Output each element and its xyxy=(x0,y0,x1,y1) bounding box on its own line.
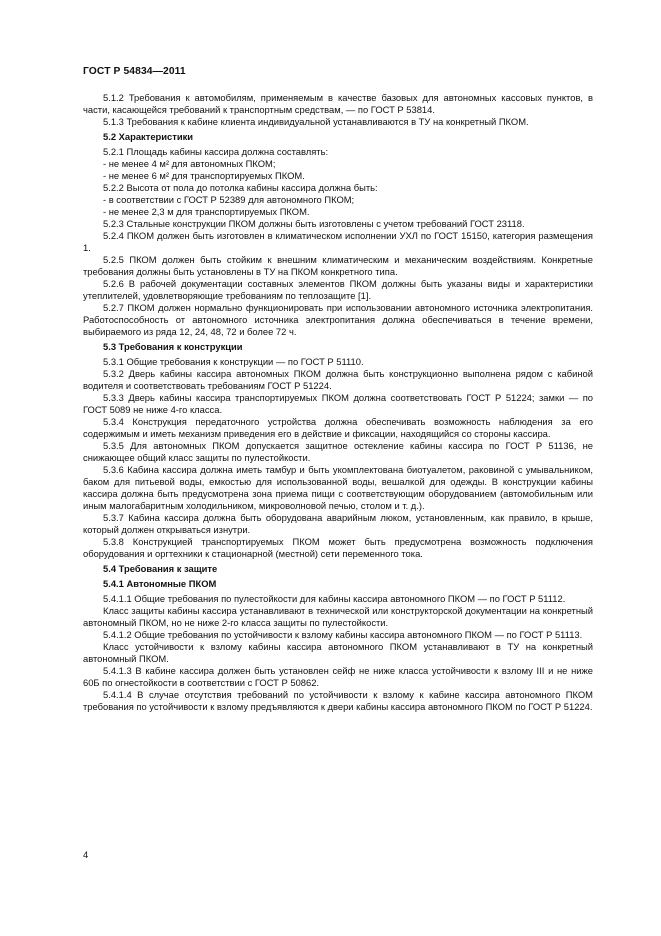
paragraph: 5.3.2 Дверь кабины кассира автономных ПКОМ должна быть конструкционно выполнена рядом с кабиной водителя и соответствовать требованиям ГОСТ Р 51224. xyxy=(83,368,593,391)
section-heading: 5.4 Требования к защите xyxy=(103,563,218,574)
paragraph: 5.2.5 ПКОМ должен быть стойким к внешним климатическим и механическим воздействиям. Конкретные требования должны быть установлены в ТУ на ПКОМ конкретного типа. xyxy=(83,254,593,277)
document-header: ГОСТ Р 54834—2011 xyxy=(83,66,186,77)
paragraph: 5.3.8 Конструкцией транспортируемых ПКОМ может быть предусмотрена возможность подключения оборудования и оргтехники к стационарной (местной) сети переменного тока. xyxy=(83,536,593,559)
paragraph: 5.2.4 ПКОМ должен быть изготовлен в климатическом исполнении УХЛ по ГОСТ 15150, категория размещения 1. xyxy=(83,230,593,253)
paragraph: 5.3.7 Кабина кассира должна быть оборудована аварийным люком, установленным, как правило, в крыше, который должен открываться изнутри. xyxy=(83,512,593,535)
paragraph: 5.2.1 Площадь кабины кассира должна составлять: xyxy=(103,146,329,157)
paragraph: 5.3.5 Для автономных ПКОМ допускается защитное остекление кабины кассира по ГОСТ Р 51136, не снижающее общий класс защиты по пулестойкости. xyxy=(83,440,593,463)
paragraph: 5.1.2 Требования к автомобилям, применяемым в качестве базовых для автономных кассовых пунктов, в части, касающейся требований к транспортным средствам, — по ГОСТ Р 53814. xyxy=(83,92,593,115)
paragraph: 5.2.3 Стальные конструкции ПКОМ должны быть изготовлены с учетом требований ГОСТ 23118. xyxy=(103,218,525,229)
section-heading: 5.2 Характеристики xyxy=(103,131,194,142)
paragraph: 5.1.3 Требования к кабине клиента индивидуальной устанавливаются в ТУ на конкретный ПКОМ. xyxy=(103,116,529,127)
document-body xyxy=(83,92,593,713)
paragraph: Класс защиты кабины кассира устанавливают в технической или конструкторской документации на конкретный автономный ПКОМ, но не ниже 2-го класса защиты по пулестойкости. xyxy=(83,605,593,628)
section-heading: 5.4.1 Автономные ПКОМ xyxy=(103,578,217,589)
paragraph: 5.4.1.1 Общие требования по пулестойкости для кабины кассира автономного ПКОМ — по ГОСТ Р 51112. xyxy=(103,593,566,604)
page-number: 4 xyxy=(83,849,89,860)
paragraph: - не менее 2,3 м для транспортируемых ПКОМ. xyxy=(103,206,310,217)
paragraph: 5.3.6 Кабина кассира должна иметь тамбур и быть укомплектована биотуалетом, раковиной с умывальником, баком для питьевой воды, емкостью для использованной воды, вешалкой для одежды. В конструкции кабины кассира должна быть предусмотрена зона приема пищи с соответствующим оборудованием (автомобильным или иным малогабаритным холодильником, микроволновой печью, столом и т. д.). xyxy=(83,464,593,511)
section-heading: 5.3 Требования к конструкции xyxy=(103,341,243,352)
paragraph: Класс устойчивости к взлому кабины кассира автономного ПКОМ устанавливают в ТУ на конкретный автономный ПКОМ. xyxy=(83,641,593,664)
paragraph: 5.2.6 В рабочей документации составных элементов ПКОМ должны быть указаны виды и характеристики утеплителей, удовлетворяющие требованиям по теплозащите [1]. xyxy=(83,278,593,301)
paragraph: 5.4.1.4 В случае отсутствия требований по устойчивости к взлому к кабине кассира автономного ПКОМ требования по устойчивости к взлому предъявляются к двери кабины кассира автономного ПКОМ по ГОСТ Р 51224. xyxy=(83,689,593,712)
paragraph: - в соответствии с ГОСТ Р 52389 для автономного ПКОМ; xyxy=(103,194,355,205)
paragraph: 5.3.4 Конструкция передаточного устройства должна обеспечивать возможность наблюдения за его содержимым и иметь механизм приведения его в действие и фиксации, находящийся со стороны кассира. xyxy=(83,416,593,439)
paragraph: 5.3.1 Общие требования к конструкции — по ГОСТ Р 51110. xyxy=(103,356,364,367)
document-page xyxy=(83,66,593,713)
paragraph: 5.4.1.3 В кабине кассира должен быть установлен сейф не ниже класса устойчивости к взлому III и не ниже 60Б по огнестойкости в соответствии с ГОСТ Р 50862. xyxy=(83,665,593,688)
paragraph: 5.4.1.2 Общие требования по устойчивости к взлому кабины кассира автономного ПКОМ — по ГОСТ Р 51113. xyxy=(103,629,583,640)
paragraph: 5.2.2 Высота от пола до потолка кабины кассира должна быть: xyxy=(103,182,378,193)
paragraph: 5.2.7 ПКОМ должен нормально функционировать при использовании автономного источника электропитания. Работоспособность от автономного источника электропитания должна обеспечиваться в течение времени, выбираемого из ряда 12, 24, 48, 72 и более 72 ч. xyxy=(83,302,593,337)
paragraph: 5.3.3 Дверь кабины кассира транспортируемых ПКОМ должна соответствовать ГОСТ Р 51224; замки — по ГОСТ 5089 не ниже 4-го класса. xyxy=(83,392,593,415)
paragraph: - не менее 6 м² для транспортируемых ПКОМ. xyxy=(103,170,305,181)
paragraph: - не менее 4 м² для автономных ПКОМ; xyxy=(103,158,276,169)
